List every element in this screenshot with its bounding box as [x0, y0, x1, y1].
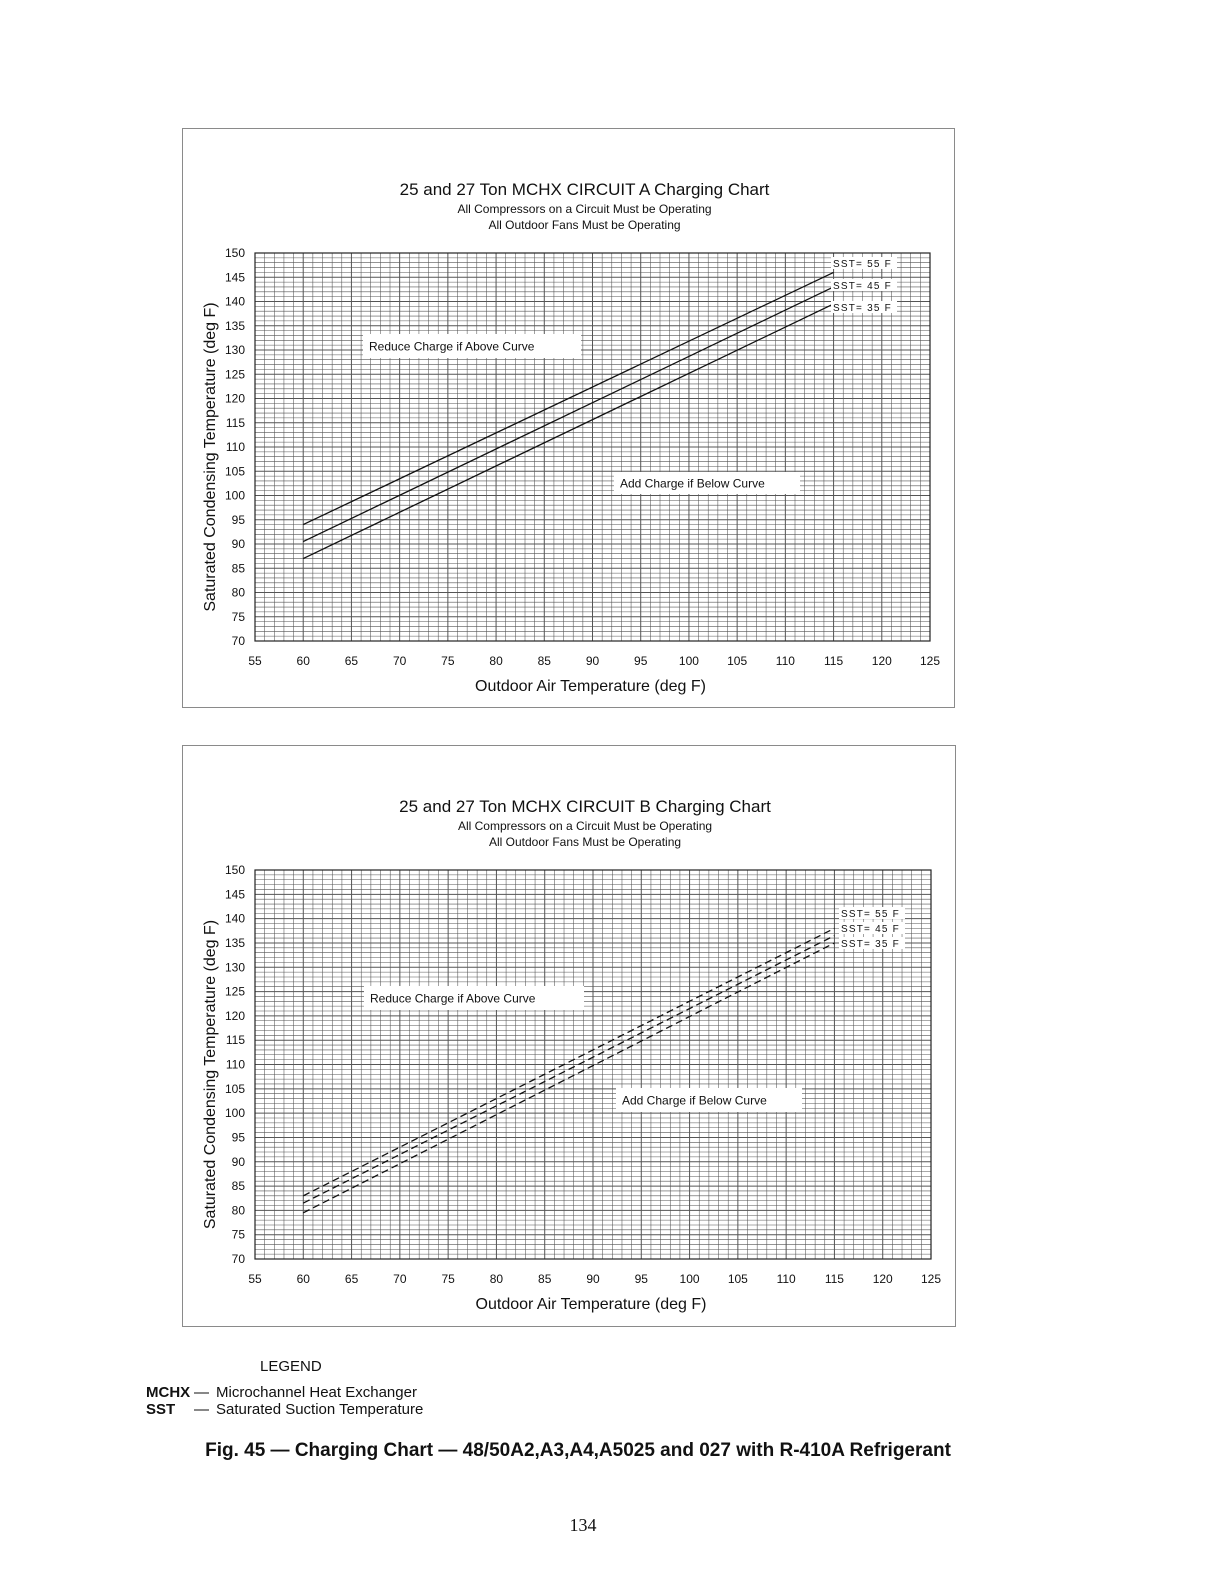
page-number: 134: [569, 1515, 597, 1535]
chart-circuit-b-svg: [183, 746, 955, 1326]
y-axis-label: Saturated Condensing Temperature (deg F): [202, 302, 219, 612]
chart-title: 25 and 27 Ton MCHX CIRCUIT A Charging Chart: [399, 180, 770, 199]
x-tick-label: 125: [920, 1272, 942, 1286]
x-tick-label: 100: [679, 1272, 700, 1286]
legend-entry-1: SST= 55 F: [841, 909, 900, 920]
x-tick-label: 115: [824, 654, 844, 668]
series-line-3: [303, 943, 834, 1213]
annotation-reduce: Reduce Charge if Above Curve: [370, 991, 536, 1006]
x-tick-label: 85: [538, 1272, 552, 1286]
x-tick-label: 95: [634, 1272, 648, 1286]
y-tick-label: 115: [225, 1033, 245, 1048]
y-tick-label: 115: [225, 415, 245, 430]
y-tick-label: 130: [224, 960, 245, 975]
chart-subtitle-2: All Outdoor Fans Must be Operating: [488, 218, 681, 232]
x-tick-label: 90: [586, 1272, 600, 1286]
x-tick-label: 55: [248, 1272, 262, 1286]
legend-row-mchx: [146, 1384, 417, 1401]
x-tick-label: 105: [727, 654, 748, 668]
x-axis-label: Outdoor Air Temperature (deg F): [475, 1296, 707, 1313]
y-tick-label: 75: [231, 1227, 245, 1242]
legend-abbr-mchx: MCHX: [146, 1384, 191, 1401]
legend-entry-3: SST= 35 F: [841, 939, 900, 950]
figure-caption: Fig. 45 — Charging Chart — 48/50A2,A3,A4,A5025 and 027 with R-410A Refrigerant: [205, 1440, 951, 1461]
legend-abbr-sst: SST: [146, 1401, 176, 1418]
y-tick-label: 95: [231, 512, 245, 527]
y-tick-label: 145: [224, 270, 245, 285]
x-axis-label: Outdoor Air Temperature (deg F): [475, 678, 706, 695]
chart-subtitle-1: All Compressors on a Circuit Must be Operating: [457, 819, 713, 833]
series-line-2: [303, 287, 833, 542]
y-tick-label: 70: [231, 1252, 245, 1266]
x-tick-label: 80: [489, 1272, 504, 1286]
x-tick-label: 75: [441, 654, 455, 668]
legend-title: LEGEND: [260, 1358, 322, 1375]
x-tick-label: 95: [634, 654, 648, 668]
x-tick-label: 110: [776, 1272, 796, 1286]
y-tick-label: 80: [231, 585, 245, 600]
y-tick-label: 110: [225, 440, 245, 454]
chart-title: 25 and 27 Ton MCHX CIRCUIT B Charging Chart: [399, 797, 771, 816]
chart-subtitle-2: All Outdoor Fans Must be Operating: [488, 835, 682, 849]
y-tick-label: 110: [225, 1057, 245, 1072]
y-tick-label: 120: [224, 1008, 245, 1023]
legend-entry-1: SST= 55 F: [833, 259, 892, 270]
y-tick-label: 85: [231, 561, 245, 576]
y-tick-label: 85: [231, 1179, 245, 1194]
x-tick-label: 75: [441, 1272, 455, 1286]
y-tick-label: 100: [224, 488, 245, 503]
annotation-reduce: Reduce Charge if Above Curve: [369, 339, 535, 354]
legend-row-sst: [146, 1401, 423, 1418]
series-line-1: [303, 928, 834, 1195]
annotation-add: Add Charge if Below Curve: [620, 476, 765, 491]
legend-text-sst: Saturated Suction Temperature: [216, 1401, 424, 1418]
x-tick-label: 105: [727, 1272, 748, 1286]
y-tick-label: 95: [231, 1130, 245, 1145]
y-tick-label: 100: [224, 1106, 245, 1121]
legend-dash: —: [194, 1401, 209, 1418]
y-tick-label: 140: [224, 294, 245, 309]
y-tick-label: 135: [224, 318, 245, 333]
y-tick-label: 125: [224, 984, 245, 999]
x-tick-label: 90: [585, 654, 600, 668]
y-tick-label: 120: [224, 391, 245, 406]
x-tick-label: 65: [344, 1272, 359, 1286]
y-axis-label: Saturated Condensing Temperature (deg F): [202, 919, 219, 1230]
legend-text-mchx: Microchannel Heat Exchanger: [216, 1384, 417, 1401]
chart-subtitle-1: All Compressors on a Circuit Must be Operating: [457, 202, 712, 216]
x-tick-label: 115: [824, 1272, 844, 1286]
y-tick-label: 130: [224, 343, 245, 357]
y-tick-label: 135: [224, 935, 245, 950]
x-tick-label: 80: [489, 654, 503, 668]
x-tick-label: 110: [775, 654, 795, 668]
x-tick-label: 120: [872, 1272, 893, 1286]
x-tick-label: 60: [296, 1272, 310, 1286]
chart-circuit-b: [182, 745, 956, 1327]
x-tick-label: 65: [344, 654, 359, 668]
y-tick-label: 70: [231, 634, 245, 648]
x-tick-label: 125: [919, 654, 941, 668]
y-tick-label: 125: [224, 367, 245, 382]
y-tick-label: 140: [224, 911, 245, 926]
y-tick-label: 105: [224, 464, 245, 479]
x-tick-label: 70: [392, 654, 407, 668]
x-tick-label: 70: [393, 1272, 407, 1286]
y-tick-label: 150: [224, 863, 245, 877]
x-tick-label: 55: [248, 654, 262, 668]
legend-dash: —: [194, 1384, 209, 1401]
y-tick-label: 90: [231, 1154, 245, 1169]
y-tick-label: 105: [224, 1081, 245, 1096]
grid: [255, 253, 930, 641]
legend-entry-2: SST= 45 F: [841, 924, 900, 935]
legend-entry-2: SST= 45 F: [833, 281, 892, 292]
grid: [255, 870, 931, 1259]
y-tick-label: 145: [224, 887, 245, 902]
chart-circuit-a-svg: [183, 129, 954, 707]
chart-circuit-a: [182, 128, 955, 708]
annotation-add: Add Charge if Below Curve: [622, 1093, 767, 1108]
x-tick-label: 120: [871, 654, 892, 668]
legend-entry-3: SST= 35 F: [833, 303, 892, 314]
y-tick-label: 150: [224, 246, 245, 260]
y-tick-label: 90: [231, 537, 245, 551]
x-tick-label: 85: [537, 654, 551, 668]
y-tick-label: 80: [231, 1203, 245, 1218]
x-tick-label: 60: [296, 654, 310, 668]
y-tick-label: 75: [231, 609, 245, 624]
x-tick-label: 100: [678, 654, 699, 668]
